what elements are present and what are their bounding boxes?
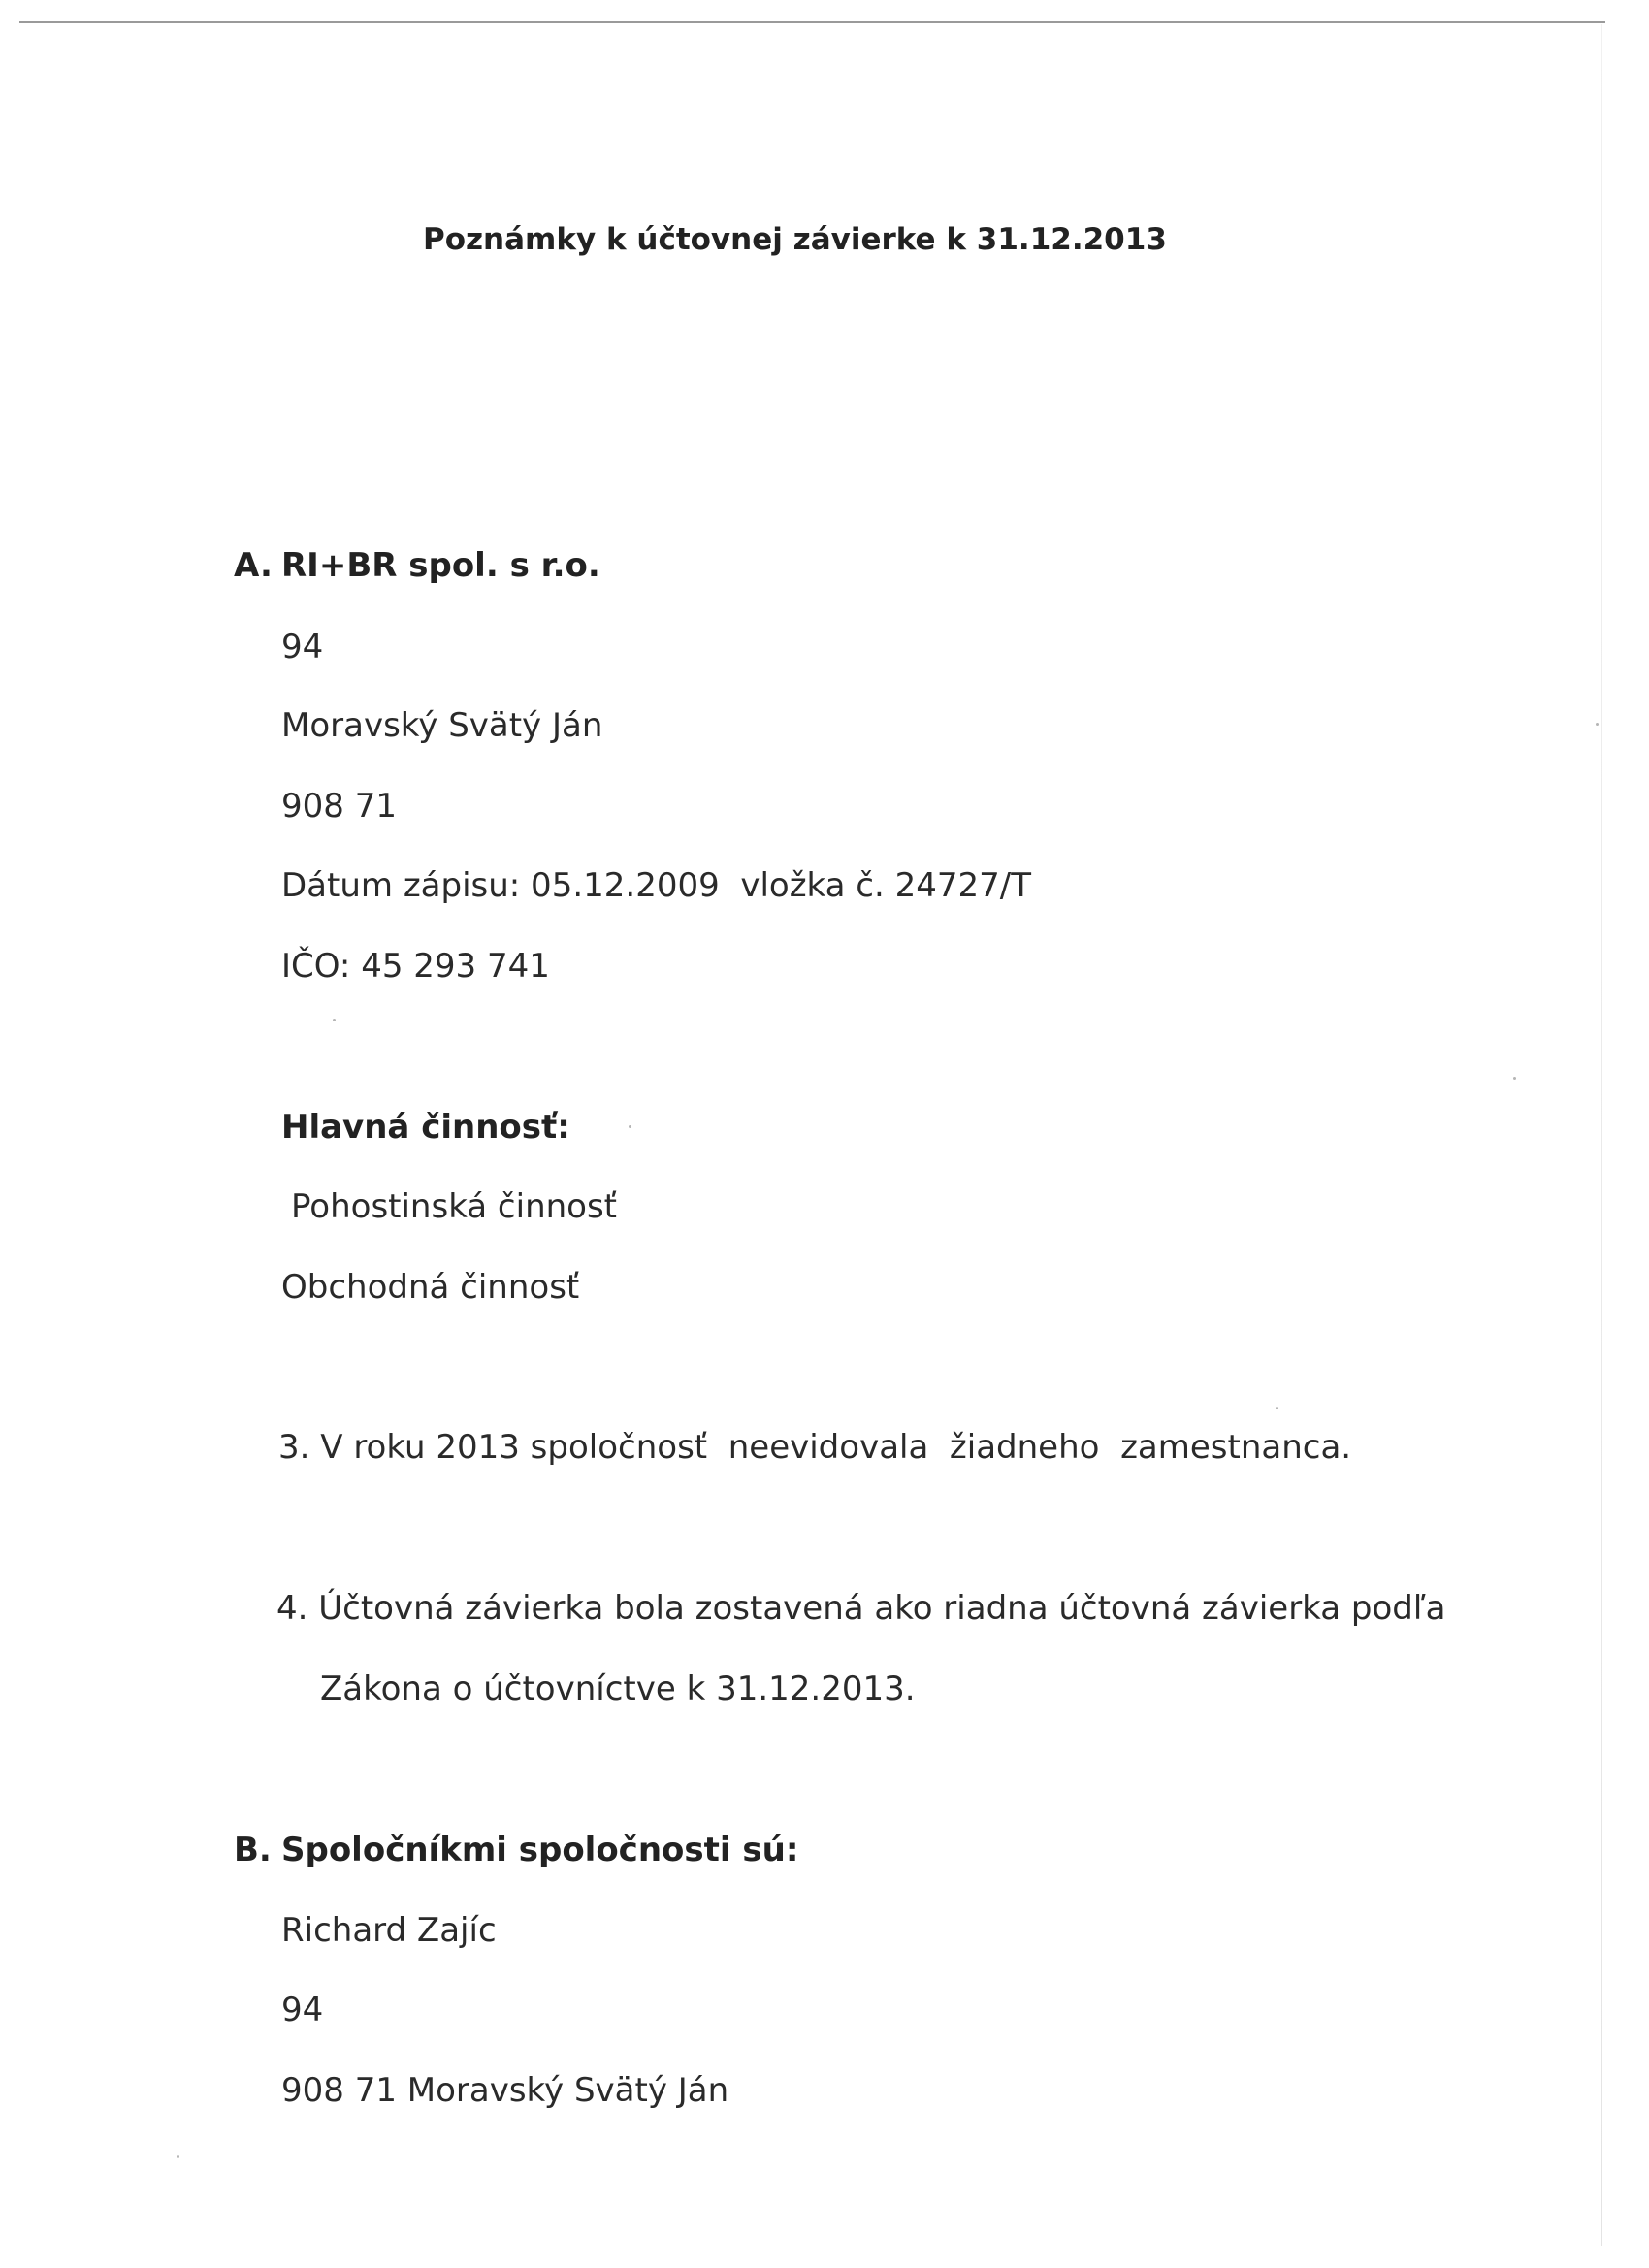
scan-speck (333, 1019, 336, 1021)
company-name: RI+BR spol. s r.o. (281, 546, 600, 585)
top-border-line (19, 21, 1605, 23)
scan-speck (177, 2155, 179, 2158)
note-4-line-1: 4. Účtovná závierka bola zostavená ako riadna účtovná závierka podľa (276, 1589, 1446, 1628)
scan-speck (629, 1125, 631, 1128)
scan-right-edge (1600, 24, 1602, 2246)
section-a-letter: A. (234, 546, 273, 585)
note-3: 3. V roku 2013 spoločnosť neevidovala žiadneho zamestnanca. (278, 1428, 1352, 1467)
company-ico: IČO: 45 293 741 (281, 947, 550, 986)
activity-item: Pohostinská činnosť (291, 1187, 618, 1226)
partner-name: Richard Zajíc (281, 1911, 497, 1950)
main-activity-heading: Hlavná činnosť: (281, 1108, 570, 1147)
note-4-line-2: Zákona o účtovníctve k 31.12.2013. (320, 1669, 916, 1708)
scan-speck (1276, 1407, 1278, 1409)
activity-item: Obchodná činnosť (281, 1268, 580, 1307)
company-postal-code: 908 71 (281, 787, 397, 826)
scan-speck (1596, 723, 1599, 726)
section-b-letter: B. (234, 1831, 272, 1869)
partner-address-city: 908 71 Moravský Svätý Ján (281, 2071, 729, 2110)
scan-speck (1513, 1077, 1516, 1080)
partners-heading: Spoločníkmi spoločnosti sú: (281, 1831, 799, 1869)
company-city: Moravský Svätý Ján (281, 706, 603, 745)
partner-address-number: 94 (281, 1991, 324, 2029)
document-title: Poznámky k účtovnej závierke k 31.12.2013 (423, 222, 1167, 257)
registration-info: Dátum zápisu: 05.12.2009 vložka č. 24727/T (281, 866, 1031, 905)
company-address-number: 94 (281, 628, 324, 666)
